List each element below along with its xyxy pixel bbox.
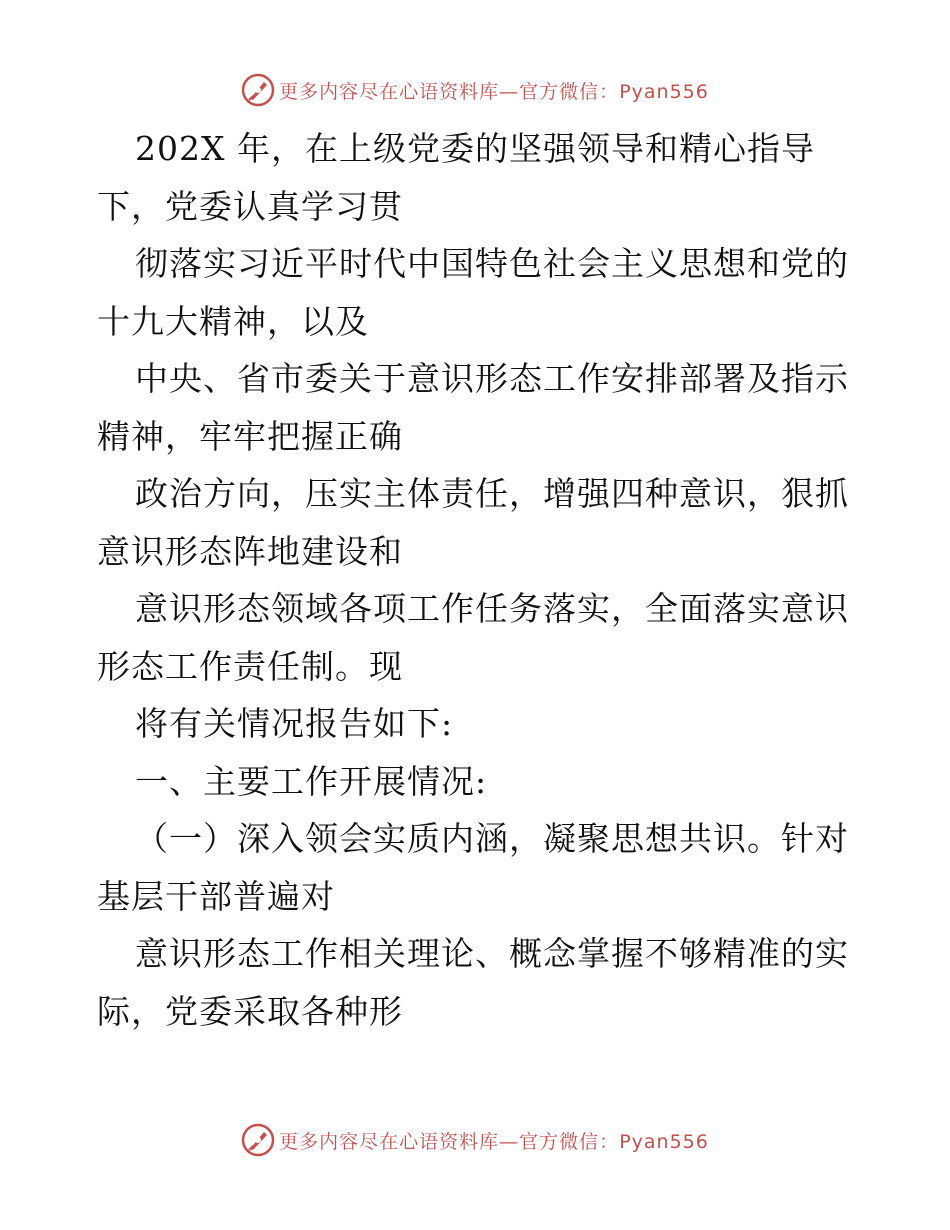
watermark-wechat-label: 官方微信： [519,1130,620,1153]
body-line: 政治方向，压实主体责任，增强四种意识，狠抓 [135,474,849,513]
body-line: 精神，牢牢把握正确 [97,416,403,456]
header-watermark [0,70,950,110]
body-line: 意识形态阵地建设和 [97,531,403,571]
document-body [97,120,857,1040]
body-line: 将有关情况报告如下: [135,704,454,743]
body-line: 际，党委采取各种形 [97,991,403,1031]
body-line: 彻落实习近平时代中国特色社会主义思想和党的 [135,244,849,283]
body-line: 意识形态领域各项工作任务落实，全面落实意识 [135,589,849,628]
watermark-wechat-id: Pyan556 [619,1130,709,1153]
watermark-site-text: 更多内容尽在心语资料库 [279,80,500,103]
feather-pen-logo-icon [241,1123,275,1157]
subsection-heading: （一）深入领会实质内涵，凝聚思想共识。针对 [135,819,849,858]
body-line: 意识形态工作相关理论、概念掌握不够精准的实 [135,934,849,973]
body-line: 基层干部普遍对 [97,876,335,916]
footer-watermark [0,1120,950,1160]
body-line: 202X 年，在上级党委的坚强领导和精心指导 [135,129,815,168]
watermark-separator: — [499,80,520,103]
body-line: 中央、省市委关于意识形态工作安排部署及指示 [135,359,849,398]
watermark-wechat-label: 官方微信： [519,80,620,103]
body-line: 十九大精神，以及 [97,301,369,341]
watermark-separator: — [499,1130,520,1153]
watermark-text [279,1127,709,1154]
section-heading: 一、主要工作开展情况: [135,761,488,801]
watermark-text [279,77,709,104]
body-line: 下，党委认真学习贯 [97,186,403,226]
feather-pen-logo-icon [241,73,275,107]
watermark-site-text: 更多内容尽在心语资料库 [279,1130,500,1153]
body-line: 形态工作责任制。现 [97,646,403,686]
watermark-wechat-id: Pyan556 [619,80,709,103]
